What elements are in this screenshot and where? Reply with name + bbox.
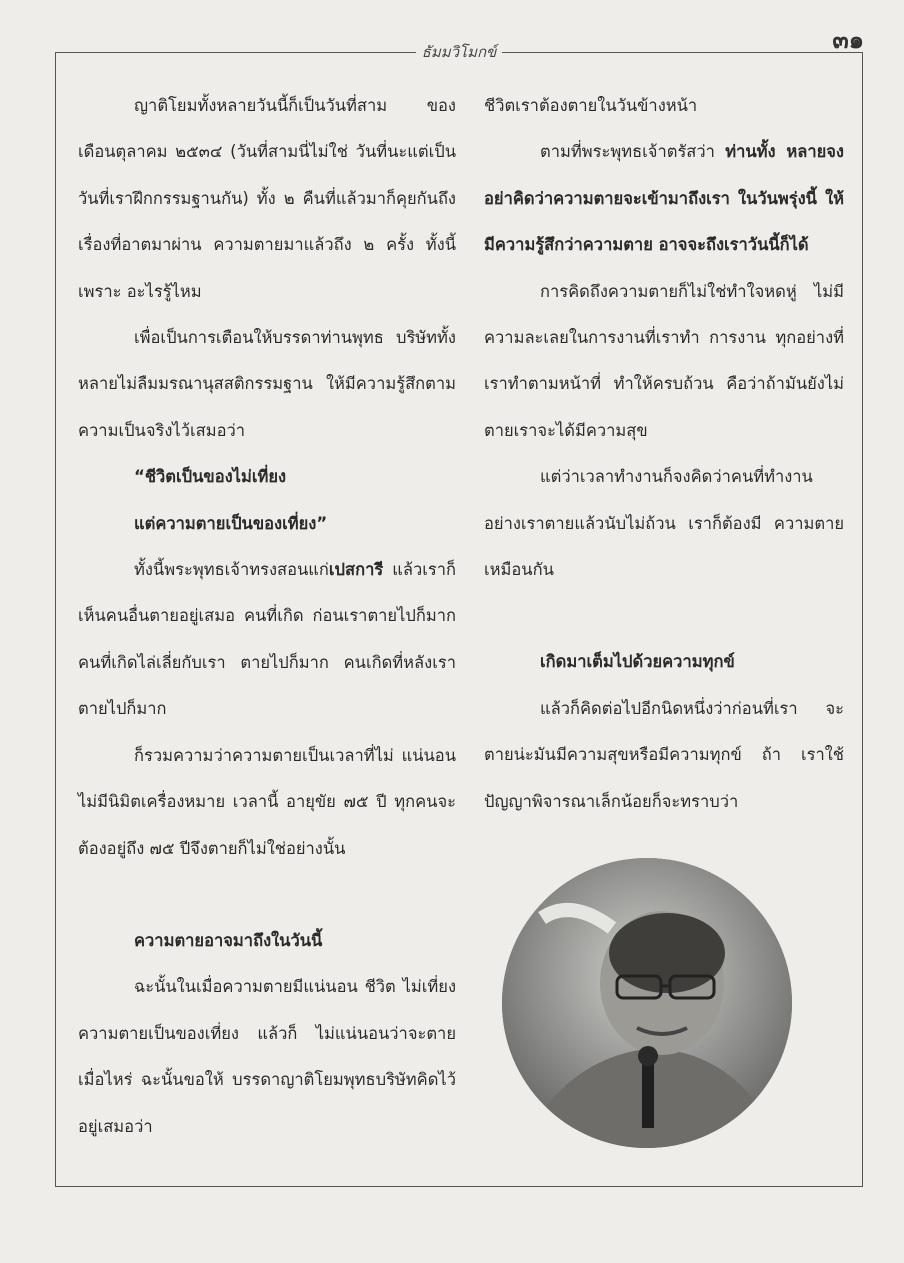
text: ทั้งนี้พระพุทธเจ้าทรงสอนแก่ [134, 560, 329, 580]
paragraph: ฉะนั้นในเมื่อความตายมีแน่นอน ชีวิต ไม่เที่ยง ความตายเป็นของเที่ยง แล้วก็ ไม่แน่นอนว่าจะตายเมื่อไหร่ ฉะนั้นขอให้ บรรดาญาติโยมพุทธบริษัทคิดไว้อยู่เสมอว่า [78, 977, 456, 1136]
text: แล้วเราก็เห็นคนอื่นตายอยู่เสมอ คนที่เกิด ก่อนเราตายไปก็มาก คนที่เกิดไล่เลี่ยกับเรา ตายไปก็มาก คนเกิดที่หลังเราตายไปก็มาก [78, 560, 456, 719]
right-column [484, 83, 844, 825]
name-bold: เปสการี [328, 560, 384, 580]
paragraph [78, 547, 456, 733]
paragraph [484, 129, 844, 268]
paragraph: แล้วก็คิดต่อไปอีกนิดหนึ่งว่าก่อนที่เรา จะตายน่ะมันมีความสุขหรือมีความทุกข์ ถ้า เราใช้ปัญญาพิจารณาเล็กน้อยก็จะทราบว่า [484, 698, 844, 811]
paragraph: แต่ว่าเวลาทำงานก็จงคิดว่าคนที่ทำงาน อย่างเราตายแล้วนับไม่ถ้วน เราก็ต้องมี ความตายเหมือนกัน [484, 467, 844, 580]
monk-portrait-photo [502, 858, 792, 1148]
text: ตามที่พระพุทธเจ้าตรัสว่า [540, 142, 726, 162]
running-head-text: ธัมมวิโมกข์ [416, 43, 503, 61]
paragraph: ญาติโยมทั้งหลายวันนี้ก็เป็นวันที่สาม ของเดือนตุลาคม ๒๕๓๔ (วันที่สามนี่ไม่ใช่ วันที่นะแต่เป็นวันที่เราฝึกกรรมฐานกัน) ทั้ง ๒ คืนที่แล้วมาก็คุยกันถึงเรื่องที่อาตมาผ่าน ความตายมาแล้วถึง ๒ ครั้ง ทั้งนี้เพราะ อะไรรู้ไหม [78, 96, 456, 301]
paragraph: การคิดถึงความตายก็ไม่ใช่ทำใจหดหู่ ไม่มีความละเลยในการงานที่เราทำ การงาน ทุกอย่างที่เราทำตามหน้าที่ ทำให้ครบถ้วน คือว่าถ้ามันยังไม่ตายเราจะได้มีความสุข [484, 281, 844, 440]
page-number: ๓๑ [832, 26, 864, 54]
quote-line: แต่ความตายเป็นของเที่ยง” [134, 513, 328, 533]
paragraph: ชีวิตเราต้องตายในวันข้างหน้า [484, 96, 698, 115]
paragraph: เพื่อเป็นการเตือนให้บรรดาท่านพุทธ บริษัททั้งหลายไม่ลืมมรณานุสสติกรรมฐาน ให้มีความรู้สึกตามความเป็นจริงไว้เสมอว่า [78, 328, 456, 440]
left-column [78, 83, 456, 1150]
section-heading: เกิดมาเต็มไปด้วยความทุกข์ [540, 652, 735, 672]
section-heading: ความตายอาจมาถึงในวันนี้ [134, 930, 323, 950]
text-frame [55, 43, 863, 1187]
paragraph: ก็รวมความว่าความตายเป็นเวลาที่ไม่ แน่นอน ไม่มีนิมิตเครื่องหมาย เวลานี้ อายุขัย ๗๕ ปี ทุกคนจะต้องอยู่ถึง ๗๕ ปีจึงตายก็ไม่ใช่อย่างนั้น [78, 745, 456, 858]
quote-bold: ท่านทั้ง หลายจงอย่าคิดว่าความตายจะเข้ามาถึงเรา ในวันพรุ่งนี้ ให้มีความรู้สึกว่าความตาย อาจจะถึงเราวันนี้ก็ได้ [484, 142, 844, 255]
running-head [56, 40, 862, 64]
quote-line: “ชีวิตเป็นของไม่เที่ยง [134, 467, 287, 487]
